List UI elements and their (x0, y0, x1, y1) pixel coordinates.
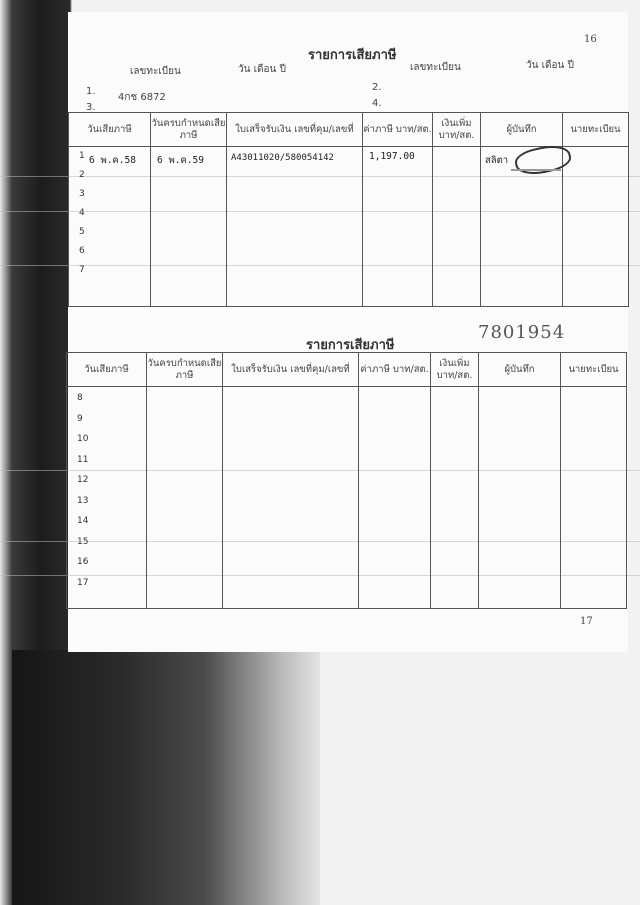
col-surcharge: เงินเพิ่ม บาท/สต. (433, 113, 481, 147)
col-pay-date-2: วันเสียภาษี (67, 353, 147, 387)
registrar-cell (563, 147, 629, 307)
row-number: 3 (79, 189, 85, 199)
row-number: 16 (77, 557, 89, 567)
due-date-cell (151, 147, 227, 307)
row-number: 15 (77, 536, 89, 547)
surcharge-cell-2 (431, 387, 479, 609)
page1-title: รายการเสียภาษี (308, 48, 397, 63)
date-header-right: วัน เดือน ปี (526, 60, 574, 71)
tax-cell (363, 147, 433, 307)
scan-bottom-blank (320, 650, 640, 905)
row-number: 10 (77, 434, 89, 444)
page2-title: รายการเสียภาษี (306, 338, 395, 353)
tax-table-1 (68, 112, 629, 307)
col-registrar-2: นายทะเบียน (561, 353, 627, 387)
pay-date-cell (69, 147, 151, 307)
due-date-cell-2 (147, 387, 223, 609)
row-number: 2 (79, 170, 85, 180)
row-number: 1 (79, 151, 85, 161)
row-number: 9 (77, 413, 83, 424)
col-due-date-2: วันครบกำหนดเสียภาษี (147, 353, 223, 387)
registrar-cell-2 (561, 387, 627, 609)
reg-entry-num-3: 3. (86, 102, 96, 113)
recorder-cell-2 (479, 387, 561, 609)
row-number: 5 (79, 227, 85, 237)
col-receipt-2: ใบเสร็จรับเงิน เลขที่คุม/เลขที่ (223, 353, 359, 387)
col-registrar: นายทะเบียน (563, 113, 629, 147)
col-tax-2: ค่าภาษี บาท/สต. (359, 353, 431, 387)
surcharge-cell (433, 147, 481, 307)
stamp-underline (511, 169, 561, 171)
tax-table-2 (66, 352, 627, 609)
entry1-receipt: A43011020/580054142 (231, 153, 334, 163)
reg-header-left: เลขทะเบียน (130, 66, 181, 77)
row-number: 14 (77, 516, 89, 526)
tax-cell-2 (359, 387, 431, 609)
page-number-16: 16 (584, 34, 597, 45)
row-number: 8 (77, 393, 83, 403)
col-receipt: ใบเสร็จรับเงิน เลขที่คุม/เลขที่ (227, 113, 363, 147)
row-number: 13 (77, 495, 89, 506)
plate-number: 4กช 6872 (118, 92, 166, 103)
col-tax: ค่าภาษี บาท/สต. (363, 113, 433, 147)
page-number-17: 17 (580, 616, 593, 627)
reg-header-right: เลขทะเบียน (410, 62, 461, 73)
entry1-pay-date: 6 พ.ค.58 (89, 155, 136, 166)
row-number: 12 (77, 475, 89, 485)
col-pay-date: วันเสียภาษี (69, 113, 151, 147)
col-due-date: วันครบกำหนดเสียภาษี (151, 113, 227, 147)
row-number: 17 (77, 577, 89, 588)
entry1-due-date: 6 พ.ค.59 (157, 155, 204, 166)
reg-entry-num-2: 2. (372, 82, 382, 93)
row-number: 6 (79, 246, 85, 256)
receipt-cell-2 (223, 387, 359, 609)
entry1-tax: 1,197.00 (369, 151, 415, 162)
recorder-cell (481, 147, 563, 307)
reg-entry-num-4: 4. (372, 98, 382, 109)
pay-date-cell-2 (67, 387, 147, 609)
reg-entry-num-1: 1. (86, 86, 96, 97)
col-surcharge-2: เงินเพิ่ม บาท/สต. (431, 353, 479, 387)
row-number: 7 (79, 265, 85, 275)
date-header-left: วัน เดือน ปี (238, 64, 286, 75)
row-number: 11 (77, 454, 89, 465)
receipt-cell (227, 147, 363, 307)
row-number: 4 (79, 208, 85, 218)
faint-number: 7801954 (478, 322, 566, 343)
col-recorder-2: ผู้บันทึก (479, 353, 561, 387)
scan-bottom-shadow (12, 650, 332, 905)
entry1-recorder: สลิตา (485, 155, 509, 166)
col-recorder: ผู้บันทึก (481, 113, 563, 147)
